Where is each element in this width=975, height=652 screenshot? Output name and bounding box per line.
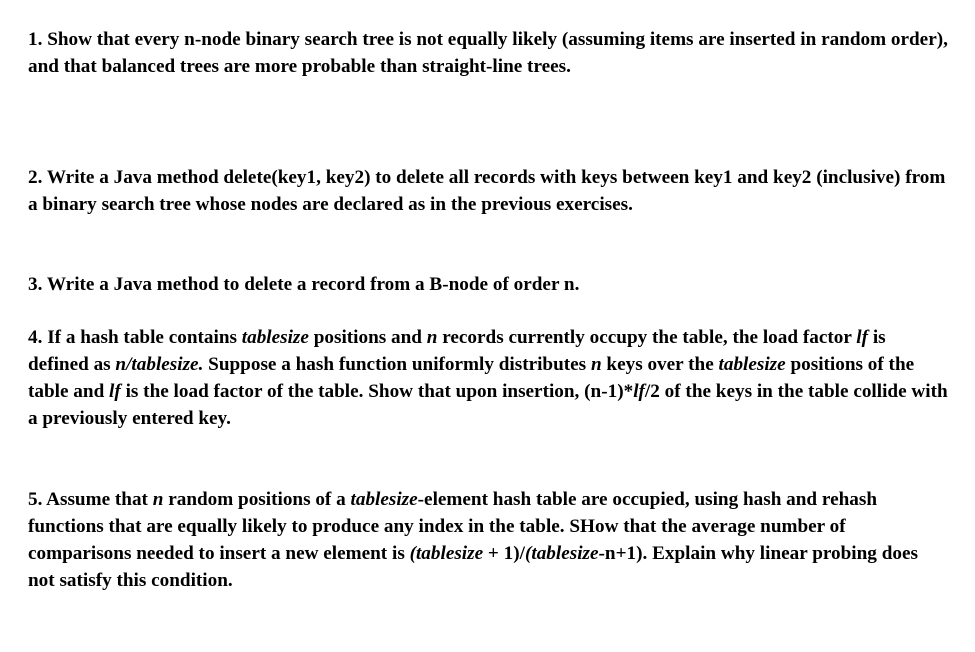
- question-4: [28, 324, 948, 432]
- question-5-italic-term: n: [152, 489, 164, 510]
- question-4-italic-term: tablesize: [718, 354, 786, 375]
- question-4-italic-term: lf: [109, 381, 121, 402]
- question-5-text: -element hash table are occupied, using hash and rehash functions that are equally likely to produce any index in the table. SHow that the average number of comparisons needed to insert a new element is: [28, 489, 877, 564]
- question-5-text: -n+1). Explain why linear probing does not satisfy this condition.: [28, 543, 918, 591]
- question-5-text: random positions of a: [163, 489, 351, 510]
- question-4-text: is the load factor of the table. Show that upon insertion, (n-1)*: [120, 381, 634, 402]
- question-5-text: + 1)/: [483, 543, 525, 564]
- question-4-italic-term: lf: [856, 327, 869, 348]
- question-5-italic-term: (tablesize: [524, 543, 599, 564]
- question-4-italic-term: n/tablesize.: [115, 354, 204, 375]
- question-4-text: positions and: [308, 327, 427, 348]
- question-1-text: 1. Show that every n-node binary search tree is not equally likely (assuming items are inserted in random order), and that balanced trees are more probable than straight-line trees.: [28, 29, 948, 77]
- question-3-text: 3. Write a Java method to delete a record from a B-node of order n.: [28, 274, 580, 295]
- question-5-text: 5. Assume that: [28, 489, 153, 510]
- question-4-italic-term: lf: [633, 381, 645, 402]
- question-2: [28, 164, 948, 218]
- question-4-text: /2 of the keys in the table collide with a previously entered key.: [28, 381, 948, 429]
- question-4-text: positions of the table and: [28, 354, 915, 402]
- question-4-text: records currently occupy the table, the load factor: [437, 327, 857, 348]
- question-4-italic-term: tablesize: [241, 327, 309, 348]
- question-3: [28, 271, 579, 298]
- question-4-text: 4. If a hash table contains: [28, 327, 242, 348]
- question-5-italic-term: (tablesize: [409, 543, 484, 564]
- question-5: [28, 486, 948, 594]
- question-4-text: is defined as: [28, 327, 886, 375]
- question-4-text: keys over the: [601, 354, 719, 375]
- question-4-italic-term: n: [590, 354, 602, 375]
- question-5-italic-term: tablesize: [350, 489, 418, 510]
- question-2-text: 2. Write a Java method delete(key1, key2) to delete all records with keys between key1 and key2 (inclusive) from a binary search tree whose nodes are declared as in the previous exercises.: [28, 167, 946, 215]
- question-4-text: Suppose a hash function uniformly distributes: [203, 354, 591, 375]
- question-4-italic-term: n: [426, 327, 438, 348]
- question-1: [28, 26, 948, 80]
